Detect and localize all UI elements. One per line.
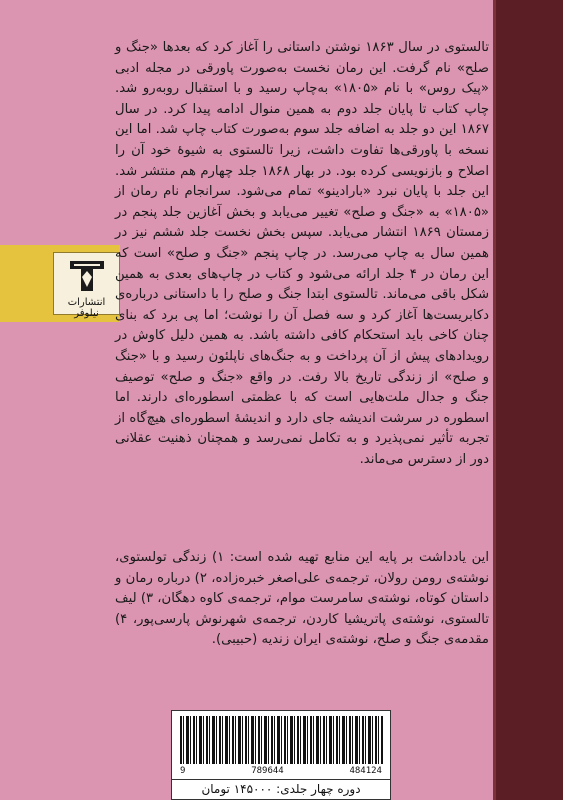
publisher-logo [53, 252, 120, 319]
isbn-barcode [171, 710, 391, 780]
publisher-name: انتشارات نیلوفر [67, 297, 106, 319]
sources-paragraph: این یادداشت بر پایه این منابع تهیه شده است: ۱) زندگی تولستوی، نوشته‌ی رومن رولان، ترجمه‌ی علی‌اصغر خبره‌زاده، ۲) درباره رمان و داستان کوتاه، نوشته‌ی سامرست موام، ترجمه‌ی کاوه دهگان، ۳) لیف تالستوی، نوشته‌ی پاتریشیا کاردن، ترجمه‌ی شهرنوش پارسی‌پور، ۴) مقدمه‌ی جنگ و صلح، نوشته‌ی ایران زندیه (حبیبی). [115, 550, 490, 647]
spine-edge [493, 0, 496, 800]
isbn-group-1: 789644 [251, 766, 284, 776]
isbn-prefix: 9 [180, 766, 186, 776]
barcode-bars [180, 716, 383, 764]
book-spine [493, 0, 563, 800]
price-label: دوره چهار جلدی: ۱۴۵۰۰۰ تومان [171, 780, 391, 800]
isbn-number [180, 766, 382, 776]
isbn-group-2: 484124 [349, 766, 382, 776]
synopsis-paragraph: تالستوی در سال ۱۸۶۳ نوشتن داستانی را آغاز کرد که بعدها «جنگ و صلح» نام گرفت. این رمان نخست به‌صورت پاورقی در مجله ادبی «پیک روس» با نام «۱۸۰۵» به‌چاپ رسید و با استقبال روبه‌رو شد. چاپ کتاب تا پایان جلد دوم به همین منوال ادامه پیدا کرد. در سال ۱۸۶۷ این دو جلد به اضافه جلد سوم به‌صورت کتاب چاپ شد. اما این نسخه با پاورقی‌ها تفاوت داشت، زیرا تالستوی به شیوهٔ خود آن را اصلاح و بازنویسی کرده بود. در بهار ۱۸۶۸ جلد چهارم هم منتشر شد. این جلد با پایان نبرد «بارادینو» تمام می‌شود. سرانجام نام رمان از «۱۸۰۵» به «جنگ و صلح» تغییر می‌یابد و بخش آغازین جلد پنجم در زمستان ۱۸۶۹ انتشار می‌یابد. سپس بخش نخست جلد ششم نیز در همین سال به چاپ می‌رسد. در چاپ پنجم «جنگ و صلح» است که این رمان در ۴ جلد ارائه می‌شود و کتاب در چاپ‌های بعدی به همین شکل باقی می‌ماند. تالستوی ابتدا جنگ و صلح را با داستانی درباره‌ی دکابریست‌ها آغاز کرد و سه فصل آن را نوشت؛ اما پی برد که بنای چنان کاخی باید استحکام کافی داشته باشد. به همین دلیل کاوش در رویدادهای پیش از آن پرداخت و به جنگ‌های ناپلئون رسید و با «جنگ و صلح» از زندگی تاریخ بالا رفت. در واقع «جنگ و صلح» توصیف جنگ و جدال ملت‌هایی است که با عظمتی اسطوره‌ای دارند. اما اسطوره در سرشت اندیشه جای دارد و اندیشهٔ اسطوره‌ای هیچ‌گاه از تجربه تأثیر نمی‌پذیرد و به تکامل نمی‌رسد و همچنان ذهنیت عقلانی دور از دسترس می‌ماند. [115, 40, 490, 467]
niloufar-logo-icon [64, 257, 110, 295]
